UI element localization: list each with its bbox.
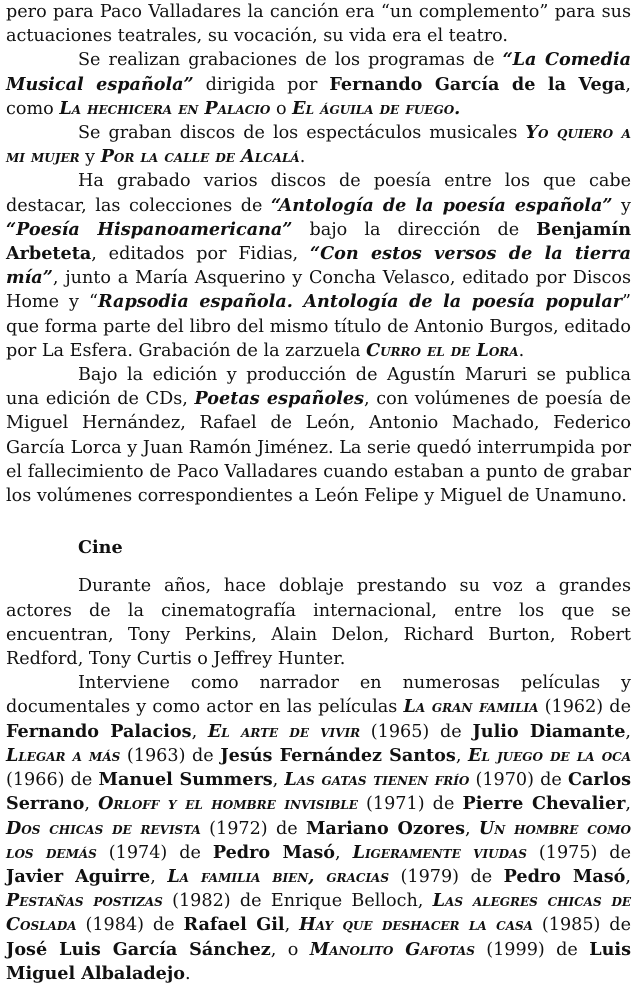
film-year: (1963) de [120, 745, 221, 766]
separator: , [335, 842, 353, 863]
director-name: Jesús Fernández Santos [220, 744, 456, 766]
director-name: Carlos Serrano [6, 769, 631, 815]
film-year: (1972) de [200, 818, 306, 839]
work-title: Por la calle de Alcalá [100, 146, 300, 168]
director-name: Benjamín Arbeteta [6, 218, 631, 265]
paragraph-dubbing [6, 574, 631, 671]
program-title: “La Comedia Musical española” [6, 49, 631, 95]
separator: , [625, 721, 631, 742]
film-year: (1965) de [360, 721, 473, 742]
paragraph-text: bajo la dirección de [292, 219, 537, 240]
director-name: Fernando García de la Vega [329, 73, 626, 95]
collection-title: Poetas españoles [194, 388, 364, 410]
separator: , [272, 770, 285, 791]
film-title: Llegar a más [6, 744, 121, 766]
paragraph-cd-edition [6, 363, 631, 508]
paragraph-text: Ha grabado varios discos de poesía entre los que cabe destacar, las colecciones de [6, 171, 631, 216]
section-heading-cine: Cine [78, 537, 123, 559]
film-title: La familia bien, gracias [167, 865, 390, 887]
paragraph-text: pero para Paco Valladares la canción era “un complemento” para sus actuaciones teatrales, su vocación, su vida era el teatro. [6, 2, 631, 47]
paragraph-text: dirigida por [193, 74, 330, 95]
film-title: Ligeramente viudas [352, 841, 527, 863]
film-year: (1971) de [357, 794, 463, 815]
paragraph-filmography [6, 671, 631, 986]
film-year: (1975) de [526, 842, 631, 863]
film-year: (1962) de [538, 697, 631, 718]
film-title: El juego de la oca [468, 744, 632, 766]
separator: , o [270, 939, 310, 960]
film-title: Un hombre como los demás [6, 817, 631, 863]
paragraph-text: Durante años, hace doblaje prestando su voz a grandes actores de la cinematografía internacional, entre los que se encuentran, Tony Perkins, Alain Delon, Richard Burton, Robert Redford, Tony Curtis o Jeffrey Hunter. [6, 576, 631, 670]
director-name: Julio Diamante [472, 720, 626, 742]
work-title: La hechicera en Palacio [59, 97, 271, 119]
film-title: Orloff y el hombre invisible [98, 793, 358, 815]
director-name: Fernando Palacios [6, 720, 192, 742]
separator: . [184, 963, 191, 984]
film-year: (1979) de [389, 866, 504, 887]
separator: , [284, 915, 300, 936]
director-name: Pedro Masó [212, 841, 336, 863]
paragraph-poetry-records [6, 169, 631, 363]
film-year: (1984) de [76, 915, 184, 936]
director-name: Javier Aguirre [6, 865, 151, 887]
film-title: Pestañas postizas [6, 890, 163, 912]
paragraph-text: , como [6, 74, 631, 119]
collection-title: “Con estos versos de la tierra mía” [6, 243, 631, 289]
paragraph-recordings [6, 48, 631, 121]
separator: , [625, 794, 632, 815]
paragraph-text: y [612, 195, 631, 216]
film-title: Manolito Gafotas [309, 938, 475, 960]
director-name: José Luis García Sánchez [6, 938, 271, 960]
paragraph-musical-records [6, 121, 631, 169]
film-title: Hay que deshacer la casa [299, 914, 533, 936]
film-title: Las alegres chicas de Coslada [6, 890, 631, 936]
film-year: (1974) de [96, 842, 213, 863]
film-title: Dos chicas de revista [6, 817, 201, 839]
separator: , [464, 818, 479, 839]
film-title: El arte de vivir [207, 720, 361, 742]
separator: , [625, 866, 631, 887]
collection-title: “Poesía Hispanoamericana” [6, 218, 293, 240]
director-name: Mariano Ozores [305, 817, 465, 839]
director-name: Luis Miguel Albaladejo [6, 938, 631, 984]
paragraph-text: , con volúmenes de poesía de Miguel Hernández, Rafael de León, Antonio Machado, Federico García Lorca y Juan Ramón Jiménez. La serie quedó interrumpida por el fallecimiento de Paco Valladares cuando estaban a punto de grabar los volúmenes correspondientes a León Felipe y Miguel de Unamuno. [6, 389, 631, 507]
director-name: Manuel Summers [98, 769, 273, 791]
film-year: (1966) de [6, 770, 99, 791]
collection-title: Rapsodia española. Antología de la poesía popular [98, 291, 622, 313]
paragraph-text: . [518, 340, 525, 361]
collection-title: “Antología de la poesía española” [270, 194, 613, 216]
paragraph-text: o [270, 98, 293, 119]
paragraph-text: , editados por Fidias, [91, 244, 310, 265]
paragraph-text: . [299, 147, 306, 168]
paragraph-text: y [79, 147, 101, 168]
separator: , [455, 745, 469, 766]
separator: , [150, 866, 168, 887]
separator: , [84, 794, 99, 815]
work-title: Yo quiero a mi mujer [6, 122, 631, 168]
film-year: (1970) de [469, 770, 568, 791]
paragraph-text: ” que forma parte del libro del mismo título de Antonio Burgos, editado por La Esfera. Grabación de la zarzuela [6, 292, 631, 361]
film-year: (1999) de [474, 939, 590, 960]
film-year: (1985) de [532, 915, 631, 936]
work-title: Curro el de Lora [366, 339, 519, 361]
film-title: La gran familia [403, 696, 539, 718]
paragraph-text: Interviene como narrador en numerosas películas y documentales y como actor en las películas [6, 673, 631, 718]
paragraph-text: Bajo la edición y producción de Agustín Maruri se publica una edición de CDs, [6, 365, 631, 410]
director-name: Pierre Chevalier [462, 793, 626, 815]
paragraph-theatre-vocation [6, 0, 631, 48]
work-title: El águila de fuego. [292, 97, 461, 119]
film-title: Las gatas tienen frío [284, 769, 470, 791]
film-year: (1982) de Enrique Belloch, [162, 891, 433, 912]
paragraph-text: Se realizan grabaciones de los programas de [78, 50, 503, 71]
director-name: Pedro Masó [503, 865, 626, 887]
director-name: Rafael Gil [183, 914, 285, 936]
separator: , [191, 721, 208, 742]
paragraph-text: Se graban discos de los espectáculos musicales [78, 123, 526, 144]
paragraph-text: , junto a María Asquerino y Concha Velasco, editado por Discos Home y “ [6, 268, 631, 313]
